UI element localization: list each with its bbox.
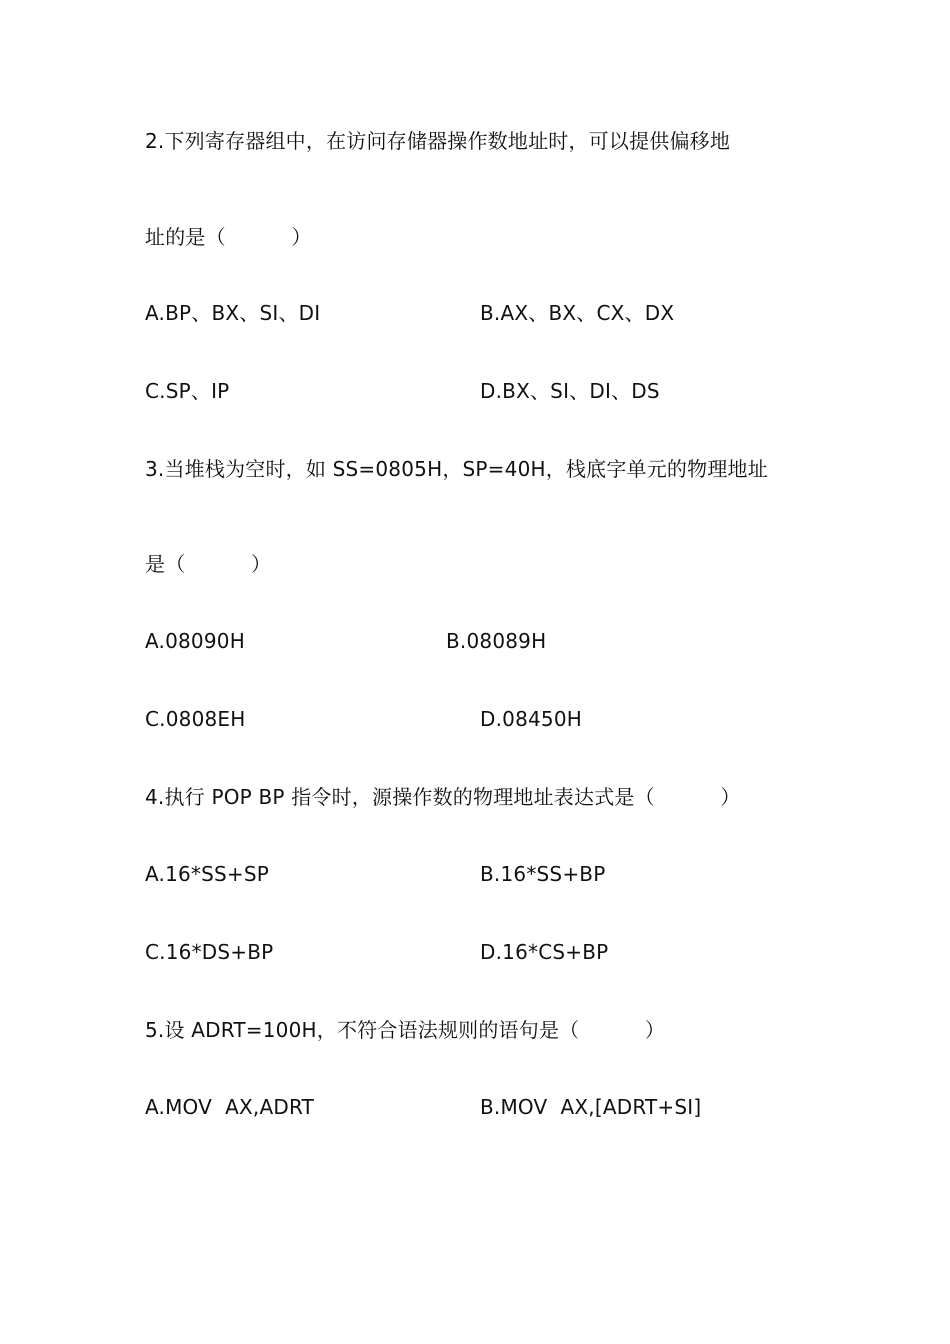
question-2-stem-line-1: 2.下列寄存器组中，在访问存储器操作数地址时，可以提供偏移地 (145, 129, 731, 153)
question-5-option-b: B.MOV AX,[ADRT+SI] (480, 1095, 702, 1119)
question-2-option-a: A.BP、BX、SI、DI (145, 301, 321, 325)
question-3-option-a: A.08090H (145, 629, 245, 653)
question-3-stem-line-2: 是（ ） (145, 552, 272, 576)
question-4-option-a: A.16*SS+SP (145, 862, 270, 886)
question-2-option-c: C.SP、IP (145, 379, 230, 403)
question-2-stem-line-2: 址的是（ ） (145, 225, 312, 249)
question-3-option-b: B.08089H (446, 629, 547, 653)
question-2-option-b: B.AX、BX、CX、DX (480, 301, 675, 325)
question-5-stem: 5.设 ADRT=100H，不符合语法规则的语句是（ ） (145, 1018, 666, 1042)
question-4-option-c: C.16*DS+BP (145, 940, 274, 964)
question-3-stem-line-1: 3.当堆栈为空时，如 SS=0805H，SP=40H，栈底字单元的物理地址 (145, 457, 768, 481)
question-3-option-c: C.0808EH (145, 707, 246, 731)
question-5-option-a: A.MOV AX,ADRT (145, 1095, 315, 1119)
question-2-option-d: D.BX、SI、DI、DS (480, 379, 660, 403)
question-4-option-d: D.16*CS+BP (480, 940, 609, 964)
question-4-stem: 4.执行 POP BP 指令时，源操作数的物理地址表达式是（ ） (145, 785, 741, 809)
question-4-option-b: B.16*SS+BP (480, 862, 606, 886)
question-3-option-d: D.08450H (480, 707, 583, 731)
